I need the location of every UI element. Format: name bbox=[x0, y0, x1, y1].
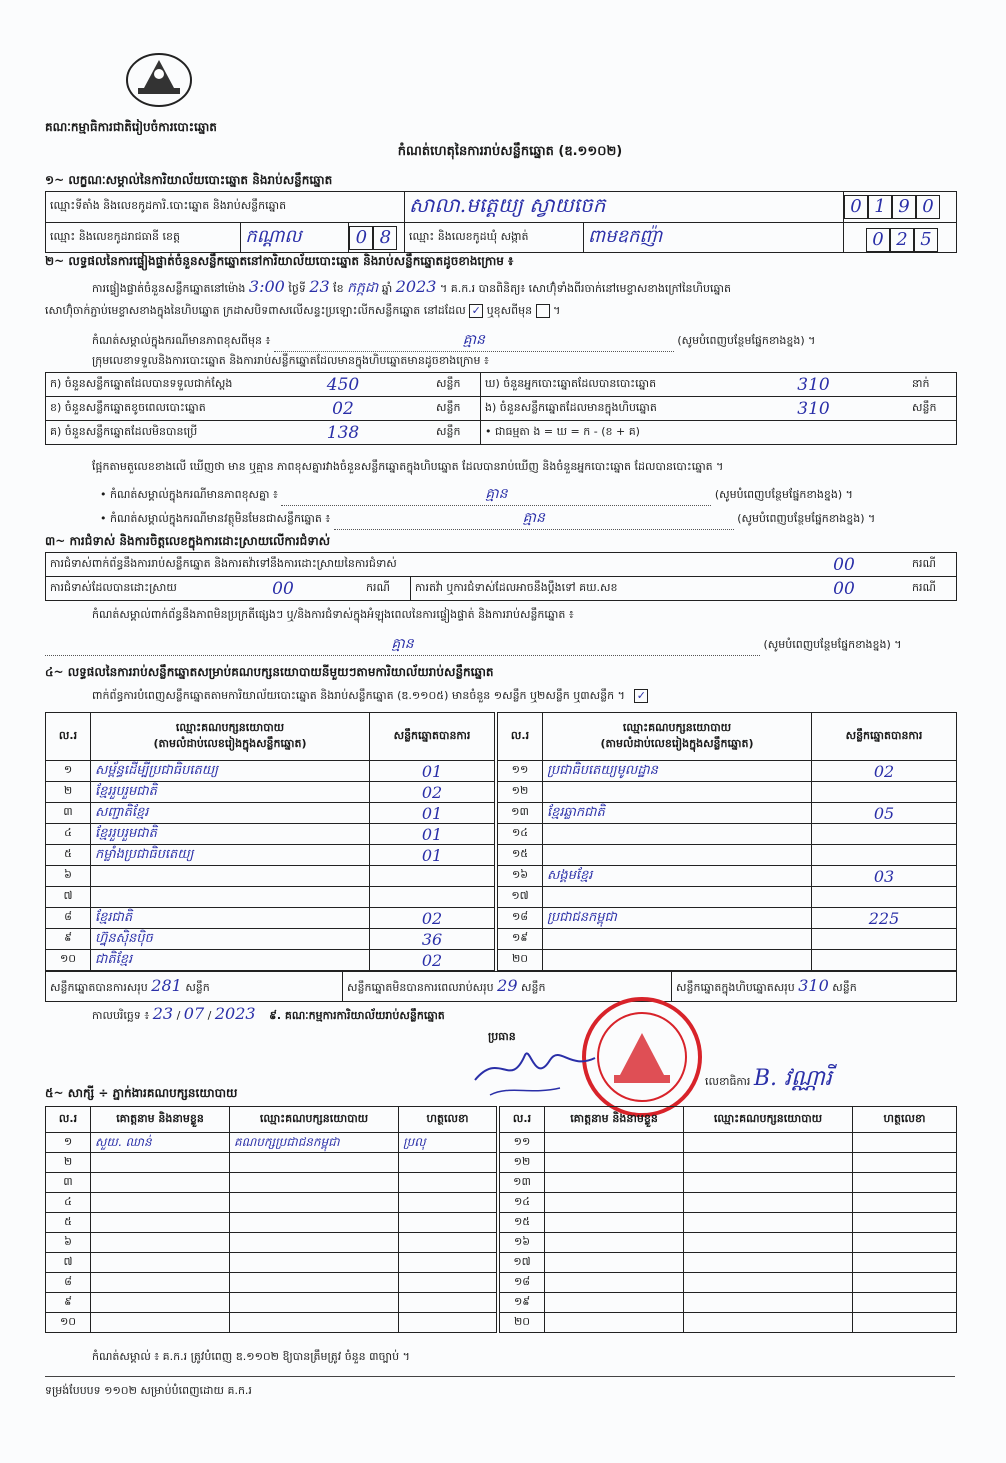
witness-party[interactable] bbox=[230, 1293, 399, 1313]
witness-row bbox=[46, 1273, 497, 1293]
province-value: កណ្ដាល bbox=[241, 223, 349, 253]
chair-signature bbox=[470, 1040, 600, 1100]
row-number: ១៦ bbox=[498, 866, 543, 887]
footer-divider bbox=[45, 1376, 955, 1377]
party-name: សម្ព័ន្ធដើម្បីប្រជាធិបតេយ្យ bbox=[91, 761, 370, 782]
party-name: ខ្មែរជាតិ bbox=[91, 908, 370, 929]
witness-party[interactable] bbox=[684, 1213, 853, 1233]
row-number: ១៣ bbox=[498, 803, 543, 824]
party-name bbox=[543, 929, 812, 950]
row-number: ១៨ bbox=[500, 1273, 545, 1293]
code-digit: 0 bbox=[349, 226, 373, 250]
witness-signature[interactable] bbox=[853, 1133, 957, 1153]
witness-signature[interactable] bbox=[399, 1213, 497, 1233]
count-unit: សន្លឹក bbox=[432, 373, 481, 397]
appeal-unit: ករណី bbox=[908, 577, 957, 601]
row-number: ៤ bbox=[46, 824, 91, 845]
secretary-line: លេខាធិការ B. វណ្ណារី bbox=[705, 1066, 832, 1091]
witness-name[interactable] bbox=[545, 1313, 684, 1333]
row-number: ៥ bbox=[46, 845, 91, 866]
witness-name[interactable] bbox=[545, 1213, 684, 1233]
party-name bbox=[91, 866, 370, 887]
witness-signature[interactable] bbox=[399, 1293, 497, 1313]
party-name: ប្រជាធិបតេយ្យមូលដ្ឋាន bbox=[543, 761, 812, 782]
row-number: ៨ bbox=[46, 1273, 91, 1293]
row-number: ១០ bbox=[46, 950, 91, 971]
witness-name[interactable] bbox=[545, 1173, 684, 1193]
party-name: កម្លាំងប្រជាធិបតេយ្យ bbox=[91, 845, 370, 866]
witness-name[interactable] bbox=[545, 1233, 684, 1253]
irregularity-note-line: គ្មាន (សូមបំពេញបន្ថែមផ្នែកខាងខ្នង) ។ bbox=[45, 634, 955, 656]
row-number: ២០ bbox=[498, 950, 543, 971]
code-digit: 0 bbox=[866, 228, 890, 252]
witness-row bbox=[46, 1173, 497, 1193]
foreign-object-line: • កំណត់សម្គាល់ក្នុងករណីមានវត្ថុមិនមែនជាសន្លឹកឆ្នោត ៖ គ្មាន (សូមបំពេញបន្ថែមផ្នែកខាងខ្នង) ។ bbox=[100, 508, 955, 530]
row-number: ១ bbox=[46, 1133, 91, 1153]
row-number: ១ bbox=[46, 761, 91, 782]
witness-party[interactable] bbox=[230, 1213, 399, 1233]
col-no: ល.រ bbox=[498, 713, 543, 761]
count-unused: 138 bbox=[254, 421, 432, 445]
witness-party[interactable] bbox=[684, 1153, 853, 1173]
discrepancy-note-value: គ្មាន bbox=[485, 486, 508, 502]
result-row bbox=[46, 929, 495, 950]
witness-party[interactable] bbox=[684, 1233, 853, 1253]
party-votes: 02 bbox=[370, 950, 495, 971]
witness-name[interactable]: សួយ. ឈាន់ bbox=[91, 1133, 230, 1153]
footer-note: កំណត់សម្គាល់ ៖ គ.ក.រ ត្រូវបំពេញ ឌ.១១០២ ឱ្យបានត្រឹមត្រូវ ចំនួន ៣ច្បាប់ ។ bbox=[92, 1350, 410, 1363]
result-row bbox=[498, 761, 957, 782]
change-note-line: កំណត់សម្គាល់ក្នុងករណីមានភាពខុសពីមុន ៖ គ្មាន (សូមបំពេញបន្ថែមផ្នែកខាងខ្នង) ។ bbox=[92, 330, 952, 352]
party-name: ជាតិខ្មែរ bbox=[91, 950, 370, 971]
verify-day: 23 bbox=[309, 277, 330, 296]
witness-row bbox=[500, 1213, 957, 1233]
witness-signature[interactable] bbox=[399, 1253, 497, 1273]
witness-name[interactable] bbox=[91, 1233, 230, 1253]
witness-table-right bbox=[499, 1106, 957, 1333]
witness-signature[interactable] bbox=[853, 1313, 957, 1333]
party-name: ខ្មែរឆ្លាកជាតិ bbox=[543, 803, 812, 824]
results-table-left bbox=[45, 712, 495, 971]
witness-signature[interactable] bbox=[853, 1293, 957, 1313]
total-valid: សន្លឹកឆ្នោតបានការសរុប 281 សន្លឹក bbox=[46, 972, 343, 1002]
party-votes bbox=[812, 929, 957, 950]
resolved-count: 00 bbox=[204, 577, 362, 601]
witness-party[interactable] bbox=[684, 1193, 853, 1213]
witness-party[interactable] bbox=[230, 1173, 399, 1193]
section1-table bbox=[45, 191, 957, 253]
section1-heading: ១~ លក្ខណៈសម្គាល់នៃការិយាល័យបោះឆ្នោត និងរាប់សន្លឹកឆ្នោត bbox=[45, 173, 333, 187]
witness-party[interactable] bbox=[684, 1253, 853, 1273]
row-number: ១៧ bbox=[500, 1253, 545, 1273]
party-votes: 01 bbox=[370, 824, 495, 845]
witness-table-left bbox=[45, 1106, 497, 1333]
witness-name[interactable] bbox=[91, 1273, 230, 1293]
party-votes: 02 bbox=[370, 782, 495, 803]
section4-subline: ពាក់ព័ន្ធការបំពេញសន្លឹកឆ្នោតតាមការិយាល័យបោះឆ្នោត និងរាប់សន្លឹកឆ្នោត (ឌ.១១០៥) មានចំនួន ១សន្លឹក ឬ២សន្លឹក ឬ៣សន្លឹក ។ ✓ bbox=[92, 689, 648, 705]
witness-name[interactable] bbox=[91, 1153, 230, 1173]
result-row bbox=[498, 803, 957, 824]
section3-heading: ៣~ ការជំទាស់ និងការចិត្តលេខក្នុងការដោះស្រាយលើការជំទាស់ bbox=[45, 534, 331, 548]
witness-name[interactable] bbox=[545, 1253, 684, 1273]
province-code bbox=[349, 223, 405, 253]
witness-party[interactable] bbox=[230, 1273, 399, 1293]
party-votes bbox=[812, 824, 957, 845]
witness-party[interactable]: គណបក្សប្រជាជនកម្ពុជា bbox=[230, 1133, 399, 1153]
witness-row bbox=[46, 1253, 497, 1273]
province-label: ឈ្មោះ និងលេខកូដរាជធានី ខេត្ត bbox=[46, 223, 241, 253]
result-row bbox=[498, 824, 957, 845]
witness-party[interactable] bbox=[230, 1153, 399, 1173]
witness-row bbox=[500, 1253, 957, 1273]
party-votes: 36 bbox=[370, 929, 495, 950]
code-digit: 2 bbox=[890, 228, 914, 252]
date-day: 23 bbox=[152, 1004, 174, 1023]
witness-name[interactable] bbox=[545, 1193, 684, 1213]
count-in-box: 310 bbox=[719, 397, 908, 421]
count-label: ខ) ចំនួនសន្លឹកឆ្នោតខូចពេលបោះឆ្នោត bbox=[46, 397, 255, 421]
row-number: ១២ bbox=[500, 1153, 545, 1173]
witness-party[interactable] bbox=[684, 1133, 853, 1153]
party-name: ខ្មែររួបរួមជាតិ bbox=[91, 824, 370, 845]
formula-note: • ជាធម្មតា ង = ឃ = ក - (ខ + គ) bbox=[481, 421, 957, 445]
row-number: ១៨ bbox=[498, 908, 543, 929]
result-row bbox=[46, 761, 495, 782]
party-votes bbox=[812, 782, 957, 803]
witness-signature[interactable] bbox=[853, 1153, 957, 1173]
witness-signature[interactable] bbox=[853, 1193, 957, 1213]
foreign-object-value: គ្មាន bbox=[522, 510, 545, 526]
witness-row bbox=[46, 1193, 497, 1213]
same-checkbox[interactable]: ✓ bbox=[469, 304, 483, 318]
count-label: ឃ) ចំនួនអ្នកបោះឆ្នោតដែលបានបោះឆ្នោត bbox=[481, 373, 720, 397]
witness-name[interactable] bbox=[545, 1273, 684, 1293]
witness-row bbox=[46, 1213, 497, 1233]
witness-signature[interactable] bbox=[399, 1273, 497, 1293]
result-row bbox=[498, 845, 957, 866]
section2-heading: ២~ លទ្ធផលនៃការផ្ទៀងផ្ទាត់ចំនួនសន្លឹកឆ្នោតនៅការិយាល័យបោះឆ្នោត និងរាប់សន្លឹកឆ្នោតដូចខាងក្រោម ៖ bbox=[45, 254, 514, 268]
resolved-label: ការជំទាស់ដែលបានដោះស្រាយ bbox=[46, 577, 205, 601]
row-number: ២០ bbox=[500, 1313, 545, 1333]
result-row bbox=[498, 782, 957, 803]
party-votes: 225 bbox=[812, 908, 957, 929]
party-name: សង្គមខ្មែរ bbox=[543, 866, 812, 887]
result-row bbox=[46, 845, 495, 866]
row-number: ៥ bbox=[46, 1213, 91, 1233]
result-row bbox=[46, 803, 495, 824]
secretary-signature: B. វណ្ណារី bbox=[753, 1066, 832, 1091]
results-table-right bbox=[497, 712, 957, 971]
complaint-count: 00 bbox=[780, 553, 908, 577]
count-received: 450 bbox=[254, 373, 432, 397]
change-note-value: គ្មាន bbox=[462, 332, 485, 348]
complaints-table bbox=[45, 552, 957, 601]
row-number: ៣ bbox=[46, 1173, 91, 1193]
row-number: ៩ bbox=[46, 929, 91, 950]
count-unit: សន្លឹក bbox=[432, 421, 481, 445]
row-number: ១៣ bbox=[500, 1173, 545, 1193]
row-number: ៦ bbox=[46, 1233, 91, 1253]
w-col-sign: ហត្ថលេខា bbox=[853, 1107, 957, 1133]
result-row bbox=[498, 908, 957, 929]
witness-name[interactable] bbox=[545, 1153, 684, 1173]
count-unit: សន្លឹក bbox=[908, 397, 957, 421]
result-row bbox=[46, 866, 495, 887]
result-row bbox=[498, 866, 957, 887]
row-number: ៤ bbox=[46, 1193, 91, 1213]
result-row bbox=[498, 929, 957, 950]
w-col-sign: ហត្ថលេខា bbox=[399, 1107, 497, 1133]
col-votes: សន្លឹកឆ្នោតបានការ bbox=[370, 713, 495, 761]
witness-signature[interactable] bbox=[853, 1233, 957, 1253]
commune-code bbox=[844, 223, 957, 253]
row-number: ១៩ bbox=[500, 1293, 545, 1313]
row-number: ៦ bbox=[46, 866, 91, 887]
party-name bbox=[543, 824, 812, 845]
date-month: 07 bbox=[183, 1004, 205, 1023]
witness-party[interactable] bbox=[230, 1233, 399, 1253]
irregularity-note-label: កំណត់សម្គាល់ពាក់ព័ន្ធនឹងភាពមិនប្រក្រតីផ្សេងៗ ឬ/និងការជំទាស់ក្នុងអំឡុងពេលនៃការផ្ទៀងផ្ទាត់ និងការរាប់សន្លឹកឆ្នោត ៖ bbox=[92, 608, 574, 621]
witness-row bbox=[46, 1293, 497, 1313]
result-row bbox=[46, 950, 495, 971]
row-number: ១៩ bbox=[498, 929, 543, 950]
org-name: គណៈកម្មាធិការជាតិរៀបចំការបោះឆ្នោត bbox=[45, 120, 217, 134]
verify-time: 3:00 bbox=[248, 277, 285, 296]
witness-signature[interactable]: ប្រលុ bbox=[399, 1133, 497, 1153]
count-label: ក) ចំនួនសន្លឹកឆ្នោតដែលបានទទួលជាក់ស្តែង bbox=[46, 373, 255, 397]
verification-line: ការផ្ទៀងផ្ទាត់ចំនួនសន្លឹកឆ្នោតនៅម៉ោង 3:00 ថ្ងៃទី 23 ខែ កក្កដា ឆ្នាំ 2023 ។ គ.ក.រ បានពិនិត្យ៖ សោហ៊ុំទាំងពីរចាក់នៅមេខ្ទាសខាងក្រៅនៃហិបឆ្នោត bbox=[92, 277, 731, 296]
w-col-party: ឈ្មោះគណបក្សនយោបាយ bbox=[684, 1107, 853, 1133]
row-number: ៧ bbox=[46, 887, 91, 908]
witness-signature[interactable] bbox=[853, 1213, 957, 1233]
witness-party[interactable] bbox=[684, 1293, 853, 1313]
witness-signature[interactable] bbox=[399, 1313, 497, 1333]
witness-row bbox=[46, 1153, 497, 1173]
party-name bbox=[543, 887, 812, 908]
count-label: គ) ចំនួនសន្លឹកឆ្នោតដែលមិនបានប្រើ bbox=[46, 421, 255, 445]
code-digit: 1 bbox=[868, 195, 892, 219]
row-number: ២ bbox=[46, 782, 91, 803]
row-number: ១៦ bbox=[500, 1233, 545, 1253]
row-number: ១២ bbox=[498, 782, 543, 803]
commune-value: ពាមឧកញ៉ា bbox=[584, 223, 844, 253]
result-row bbox=[46, 887, 495, 908]
location-label: ឈ្មោះទីតាំង និងលេខកូដការិ.បោះឆ្នោត និងរាប់សន្លឹកឆ្នោត bbox=[46, 192, 405, 223]
appeal-count: 00 bbox=[780, 577, 908, 601]
result-row bbox=[46, 824, 495, 845]
total-invalid: សន្លឹកឆ្នោតមិនបានការពេលរាប់សរុប 29 សន្លឹក bbox=[343, 972, 672, 1002]
count-unit: នាក់ bbox=[908, 373, 957, 397]
party-name bbox=[91, 887, 370, 908]
party-name bbox=[543, 845, 812, 866]
changed-checkbox[interactable] bbox=[536, 304, 550, 318]
col-votes: សន្លឹកឆ្នោតបានការ bbox=[812, 713, 957, 761]
party-name: ប្រជាជនកម្ពុជា bbox=[543, 908, 812, 929]
complaint-unit: ករណី bbox=[908, 553, 957, 577]
result-row bbox=[498, 887, 957, 908]
witness-row bbox=[500, 1173, 957, 1193]
witness-name[interactable] bbox=[91, 1193, 230, 1213]
code-digit: 0 bbox=[844, 195, 868, 219]
witness-signature[interactable] bbox=[399, 1233, 497, 1253]
witness-name[interactable] bbox=[91, 1293, 230, 1313]
code-digit: 5 bbox=[914, 228, 938, 252]
witness-party[interactable] bbox=[230, 1313, 399, 1333]
witness-row bbox=[500, 1153, 957, 1173]
w-col-name: គោត្តនាម និងនាមខ្លួន bbox=[545, 1107, 684, 1133]
witness-name[interactable] bbox=[545, 1133, 684, 1153]
section5-heading: ៥~ សាក្សី ÷ ភ្នាក់ងារគណបក្សនយោបាយ bbox=[45, 1086, 238, 1100]
party-votes: 01 bbox=[370, 803, 495, 824]
totals-row bbox=[45, 971, 957, 1002]
verify-year: 2023 bbox=[395, 277, 437, 296]
irregularity-note-value: គ្មាន bbox=[391, 636, 414, 652]
location-code bbox=[844, 192, 957, 223]
row-number: ១៥ bbox=[498, 845, 543, 866]
witness-name[interactable] bbox=[91, 1213, 230, 1233]
party-votes: 02 bbox=[812, 761, 957, 782]
verify-month: កក្កដា bbox=[347, 280, 379, 296]
code-digit: 9 bbox=[892, 195, 916, 219]
page-title: កំណត់ហេតុនៃការរាប់សន្លឹកឆ្នោត (ឌ.១១០២) bbox=[397, 144, 623, 159]
witness-row bbox=[46, 1313, 497, 1333]
code-digit: 0 bbox=[916, 195, 940, 219]
code-digit: 8 bbox=[373, 226, 397, 250]
result-row bbox=[498, 950, 957, 971]
results-intro: ក្រុមលេខាទទួលនិងការបោះឆ្នោត និងការរាប់សន្លឹកឆ្នោតដែលមានក្នុងហិបឆ្នោតមានដូចខាងក្រោម ៖ bbox=[92, 354, 489, 367]
row-number: ៨ bbox=[46, 908, 91, 929]
witness-name[interactable] bbox=[545, 1293, 684, 1313]
party-name: ខ្មែររួបរួមជាតិ bbox=[91, 782, 370, 803]
witness-name[interactable] bbox=[91, 1313, 230, 1333]
party-votes: 01 bbox=[370, 761, 495, 782]
witness-row bbox=[500, 1293, 957, 1313]
row-number: ១៧ bbox=[498, 887, 543, 908]
party-votes bbox=[370, 887, 495, 908]
count-unit: សន្លឹក bbox=[432, 397, 481, 421]
party-name: សញ្ជាតិខ្មែរ bbox=[91, 803, 370, 824]
row-number: ១០ bbox=[46, 1313, 91, 1333]
witness-row bbox=[500, 1193, 957, 1213]
witness-name[interactable] bbox=[91, 1253, 230, 1273]
witness-row bbox=[500, 1233, 957, 1253]
counts-table bbox=[45, 372, 957, 445]
row-number: ៣ bbox=[46, 803, 91, 824]
witness-signature[interactable] bbox=[399, 1193, 497, 1213]
w-col-no: ល.រ bbox=[46, 1107, 91, 1133]
commune-label: ឈ្មោះ និងលេខកូដឃុំ សង្កាត់ bbox=[405, 223, 584, 253]
count-voters: 310 bbox=[719, 373, 908, 397]
witness-signature[interactable] bbox=[853, 1253, 957, 1273]
col-party: ឈ្មោះគណបក្សនយោបាយ (តាមលំដាប់លេខរៀងក្នុងសន្លឹកឆ្នោត) bbox=[91, 713, 370, 761]
row-number: ៩ bbox=[46, 1293, 91, 1313]
w-col-no: ល.រ bbox=[500, 1107, 545, 1133]
row-number: ៧ bbox=[46, 1253, 91, 1273]
party-votes bbox=[812, 845, 957, 866]
footer-form-note: ទម្រង់បែបបទ ១១០២ សម្រាប់បំពេញដោយ គ.ក.រ bbox=[45, 1384, 252, 1397]
discrepancy-note-line: • កំណត់សម្គាល់ក្នុងករណីមានភាពខុសគ្នា ៖ គ្មាន (សូមបំពេញបន្ថែមផ្នែកខាងខ្នង) ។ bbox=[100, 484, 955, 506]
total-box: សន្លឹកឆ្នោតក្នុងហិបឆ្នោតសរុប 310 សន្លឹក bbox=[672, 972, 957, 1002]
witness-row bbox=[46, 1233, 497, 1253]
party-name bbox=[543, 950, 812, 971]
row-number: ១១ bbox=[498, 761, 543, 782]
witness-party[interactable] bbox=[684, 1173, 853, 1193]
count-spoiled: 02 bbox=[254, 397, 432, 421]
party-name: ហ្វ៊ុនស៊ិនប៉ិច bbox=[91, 929, 370, 950]
witness-party[interactable] bbox=[230, 1253, 399, 1273]
location-value: សាលា.មត្តេយ្យ ស្វាយចេក bbox=[405, 192, 844, 223]
date-year: 2023 bbox=[214, 1004, 256, 1023]
party-votes bbox=[370, 866, 495, 887]
date-line: កាលបរិច្ឆេទ ៖ 23 / 07 / 2023 ៩. គណៈកម្មការការិយាល័យរាប់សន្លឹកឆ្នោត bbox=[92, 1004, 445, 1023]
party-votes: 01 bbox=[370, 845, 495, 866]
row-number: ១៤ bbox=[498, 824, 543, 845]
witness-party[interactable] bbox=[684, 1313, 853, 1333]
row-number: ១៤ bbox=[500, 1193, 545, 1213]
row-number: ១១ bbox=[500, 1133, 545, 1153]
w-col-party: ឈ្មោះគណបក្សនយោបាយ bbox=[230, 1107, 399, 1133]
row-number: ២ bbox=[46, 1153, 91, 1173]
witness-party[interactable] bbox=[230, 1193, 399, 1213]
count-label: ង) ចំនួនសន្លឹកឆ្នោតដែលមានក្នុងហិបឆ្នោត bbox=[481, 397, 720, 421]
witness-signature[interactable] bbox=[853, 1273, 957, 1293]
section4-heading: ៤~ លទ្ធផលនៃការរាប់សន្លឹកឆ្នោតសម្រាប់គណបក្សនយោបាយនីមួយៗតាមការិយាល័យរាប់សន្លឹកឆ្នោត bbox=[45, 665, 494, 679]
witness-row bbox=[500, 1313, 957, 1333]
party-name bbox=[543, 782, 812, 803]
results-tables bbox=[45, 712, 957, 970]
result-row bbox=[46, 782, 495, 803]
witness-party[interactable] bbox=[684, 1273, 853, 1293]
w-col-name: គោត្តនាម និងនាមខ្លួន bbox=[91, 1107, 230, 1133]
witness-name[interactable] bbox=[91, 1173, 230, 1193]
witness-tables bbox=[45, 1106, 957, 1338]
col-no: ល.រ bbox=[46, 713, 91, 761]
resolved-unit: ករណី bbox=[362, 577, 411, 601]
party-votes: 05 bbox=[812, 803, 957, 824]
witness-row bbox=[46, 1133, 497, 1153]
col-party: ឈ្មោះគណបក្សនយោបាយ (តាមលំដាប់លេខរៀងក្នុងសន្លឹកឆ្នោត) bbox=[543, 713, 812, 761]
party-votes: 02 bbox=[370, 908, 495, 929]
party-votes bbox=[812, 950, 957, 971]
discrepancy-line: ផ្អែកតាមតួលេខខាងលើ ឃើញថា មាន ឬគ្មាន ភាពខុសគ្នារវាងចំនួនសន្លឹកឆ្នោតក្នុងហិបឆ្នោត ដែលបានរាប់ឃើញ និងចំនួនអ្នកបោះឆ្នោត ដែលបានបោះឆ្នោត ។ bbox=[92, 460, 724, 473]
three-sheets-checkbox[interactable]: ✓ bbox=[634, 689, 648, 703]
appeal-label: ការតវ៉ា ឬការជំទាស់ដែលអាចនឹងប្តឹងទៅ គឃ.សខ bbox=[411, 577, 781, 601]
witness-row bbox=[500, 1273, 957, 1293]
witness-row bbox=[500, 1133, 957, 1153]
seal-line: សោហ៊ុំចាក់ភ្ជាប់មេខ្ទាសខាងក្នុងនៃហិបឆ្នោត ក្រដាសបិទពាសលើសន្ទះប្រឡោះលីកសន្លឹកឆ្នោត នៅដដែល ✓ ឬខុសពីមុន ។ bbox=[45, 304, 561, 317]
witness-signature[interactable] bbox=[853, 1173, 957, 1193]
witness-signature[interactable] bbox=[399, 1153, 497, 1173]
chair-label: ប្រធាន bbox=[488, 1030, 516, 1043]
witness-signature[interactable] bbox=[399, 1173, 497, 1193]
nec-logo bbox=[124, 48, 194, 108]
result-row bbox=[46, 908, 495, 929]
complaint-label: ការជំទាស់ពាក់ព័ន្ធនឹងការរាប់សន្លឹកឆ្នោត និងការតវ៉ាទៅនឹងការដោះស្រាយនៃការជំទាស់ bbox=[46, 553, 781, 577]
party-votes: 03 bbox=[812, 866, 957, 887]
party-votes bbox=[812, 887, 957, 908]
row-number: ១៥ bbox=[500, 1213, 545, 1233]
